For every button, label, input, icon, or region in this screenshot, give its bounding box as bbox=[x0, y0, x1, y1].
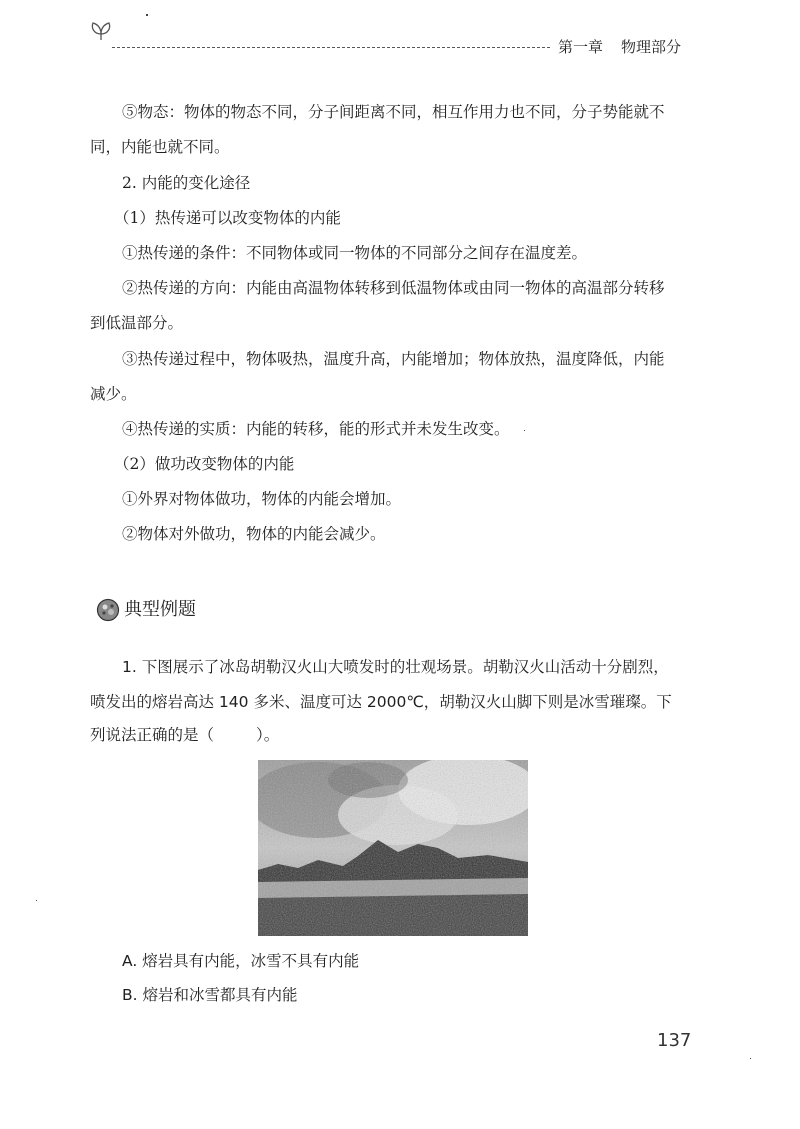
question-line: 1. 下图展示了冰岛胡勒汉火山大喷发时的壮观场景。胡勒汉火山活动十分剧烈， bbox=[122, 658, 669, 676]
question-line: 喷发出的熔岩高达 140 多米、温度可达 2000℃，胡勒汉火山脚下则是冰雪璀璨。下 bbox=[90, 693, 672, 711]
scan-speck bbox=[36, 900, 37, 901]
subheading: （2）做功改变物体的内能 bbox=[114, 455, 295, 473]
section-badge-icon bbox=[96, 598, 120, 622]
body-line: 减少。 bbox=[90, 385, 137, 403]
body-line: ①外界对物体做功，物体的内能会增加。 bbox=[122, 490, 402, 508]
question-prompt-end: ）。 bbox=[256, 726, 280, 744]
volcano-photo bbox=[258, 760, 528, 936]
body-line: ②物体对外做功，物体的内能会减少。 bbox=[122, 525, 386, 543]
question-line bbox=[90, 724, 279, 746]
running-header bbox=[558, 36, 681, 57]
body-line: ③热传递过程中，物体吸热，温度升高，内能增加；物体放热，温度降低，内能 bbox=[122, 350, 665, 368]
body-line: 同，内能也就不同。 bbox=[90, 138, 230, 156]
chapter-label: 第一章 bbox=[558, 38, 604, 56]
section-title: 典型例题 bbox=[124, 599, 196, 620]
body-line: 到低温部分。 bbox=[90, 314, 184, 332]
body-line: ①热传递的条件：不同物体或同一物体的不同部分之间存在温度差。 bbox=[122, 244, 588, 262]
scan-speck bbox=[524, 430, 525, 431]
option-a: A. 熔岩具有内能，冰雪不具有内能 bbox=[122, 952, 360, 970]
scan-speck bbox=[146, 14, 148, 16]
header-rule bbox=[112, 47, 550, 48]
page-number: 137 bbox=[657, 1030, 692, 1051]
body-line: ②热传递的方向：内能由高温物体转移到低温物体或由同一物体的高温部分转移 bbox=[122, 279, 665, 297]
subheading: （1）热传递可以改变物体的内能 bbox=[114, 209, 341, 227]
section-label: 物理部分 bbox=[621, 38, 682, 56]
scan-speck bbox=[750, 1058, 751, 1059]
body-line: ⑤物态：物体的物态不同，分子间距离不同，相互作用力也不同，分子势能就不 bbox=[122, 103, 665, 121]
leaf-logo-icon bbox=[88, 16, 114, 42]
option-b: B. 熔岩和冰雪都具有内能 bbox=[122, 986, 298, 1004]
body-line: ④热传递的实质：内能的转移，能的形式并未发生改变。 bbox=[122, 420, 510, 438]
question-prompt: 列说法正确的是（ bbox=[90, 726, 215, 744]
subheading: 2. 内能的变化途径 bbox=[122, 174, 251, 192]
